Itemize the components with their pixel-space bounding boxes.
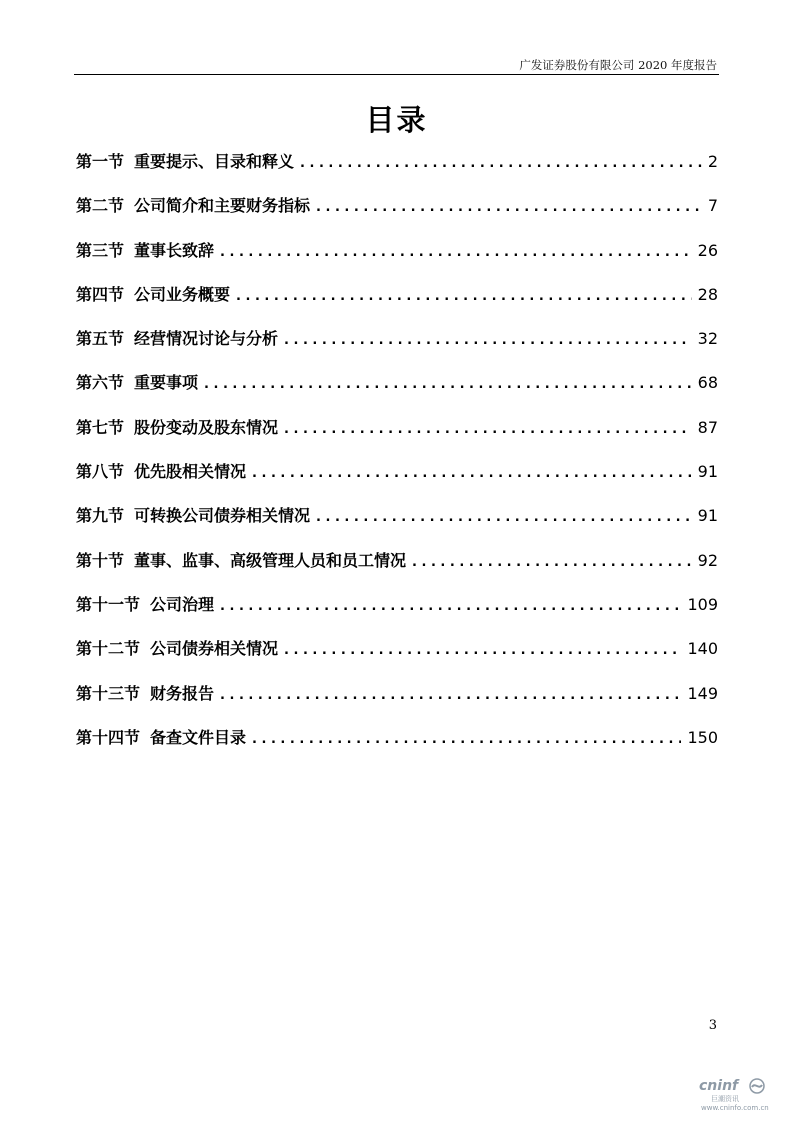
toc-list bbox=[76, 146, 718, 766]
toc-page-number: 91 bbox=[697, 462, 718, 482]
toc-title: 目录 bbox=[365, 103, 428, 137]
toc-page-number: 91 bbox=[697, 506, 718, 526]
toc-heading: 重要提示、目录和释义 bbox=[134, 152, 295, 171]
toc-page-number: 150 bbox=[687, 727, 718, 747]
toc-entry[interactable] bbox=[76, 412, 718, 456]
toc-leader bbox=[412, 547, 692, 578]
toc-leader bbox=[204, 369, 692, 400]
toc-leader bbox=[300, 148, 702, 179]
toc-page-number: 109 bbox=[687, 594, 718, 614]
toc-page-number: 32 bbox=[697, 329, 718, 349]
toc-heading: 公司简介和主要财务指标 bbox=[134, 196, 311, 216]
running-header: 广发证券股份有限公司 2020 年度报告 bbox=[519, 58, 717, 72]
toc-entry[interactable] bbox=[76, 500, 718, 544]
toc-page-number: 2 bbox=[707, 152, 718, 171]
toc-heading: 股份变动及股东情况 bbox=[134, 417, 279, 437]
toc-leader bbox=[284, 325, 692, 356]
toc-entry[interactable] bbox=[76, 722, 718, 766]
toc-chapter: 第九节 bbox=[76, 506, 125, 526]
toc-heading: 董事、监事、高级管理人员和员工情况 bbox=[134, 550, 407, 570]
toc-leader bbox=[220, 591, 681, 622]
toc-page-number: 26 bbox=[697, 240, 718, 260]
watermark-url: www.cninfo.com.cn bbox=[701, 1104, 769, 1112]
toc-heading: 公司业务概要 bbox=[134, 284, 231, 304]
toc-heading: 备查文件目录 bbox=[150, 727, 247, 747]
toc-leader bbox=[252, 458, 692, 489]
page-number: 3 bbox=[708, 1018, 717, 1033]
toc-page-number: 7 bbox=[707, 196, 718, 216]
toc-entry[interactable] bbox=[76, 545, 718, 589]
header-rule bbox=[74, 74, 719, 75]
toc-page-number: 87 bbox=[697, 417, 718, 437]
cninfo-swirl-icon bbox=[749, 1078, 765, 1094]
toc-chapter: 第七节 bbox=[76, 417, 125, 437]
toc-leader bbox=[284, 414, 692, 445]
toc-chapter: 第二节 bbox=[76, 196, 125, 216]
toc-heading: 重要事项 bbox=[134, 373, 199, 393]
toc-page-number: 68 bbox=[697, 373, 718, 393]
toc-leader bbox=[316, 192, 702, 223]
toc-entry[interactable] bbox=[76, 367, 718, 411]
toc-leader bbox=[236, 281, 692, 312]
toc-entry[interactable] bbox=[76, 678, 718, 722]
toc-heading: 董事长致辞 bbox=[134, 240, 215, 260]
toc-page-number: 92 bbox=[697, 550, 718, 570]
toc-entry[interactable] bbox=[76, 456, 718, 500]
toc-chapter: 第六节 bbox=[76, 373, 125, 393]
toc-heading: 经营情况讨论与分析 bbox=[134, 329, 279, 349]
toc-heading: 可转换公司债券相关情况 bbox=[134, 506, 311, 526]
toc-leader bbox=[316, 502, 692, 533]
watermark-logo-text: cninf bbox=[699, 1078, 739, 1094]
toc-entry[interactable] bbox=[76, 323, 718, 367]
toc-leader bbox=[220, 680, 681, 711]
toc-entry[interactable] bbox=[76, 190, 718, 234]
watermark-subtitle: 巨潮资讯 bbox=[711, 1095, 739, 1103]
watermark-logo bbox=[699, 1078, 765, 1094]
toc-leader bbox=[220, 237, 692, 268]
toc-chapter: 第十三节 bbox=[76, 683, 141, 703]
toc-entry[interactable] bbox=[76, 589, 718, 633]
toc-chapter: 第一节 bbox=[76, 152, 125, 171]
toc-chapter: 第八节 bbox=[76, 462, 125, 482]
toc-chapter: 第十节 bbox=[76, 550, 125, 570]
toc-chapter: 第十四节 bbox=[76, 727, 141, 747]
toc-entry[interactable] bbox=[76, 235, 718, 279]
toc-heading: 优先股相关情况 bbox=[134, 462, 247, 482]
toc-chapter: 第十一节 bbox=[76, 594, 141, 614]
toc-entry[interactable] bbox=[76, 279, 718, 323]
toc-leader bbox=[252, 724, 681, 755]
toc-heading: 公司治理 bbox=[150, 594, 215, 614]
toc-entry[interactable] bbox=[76, 146, 718, 190]
toc-chapter: 第十二节 bbox=[76, 639, 141, 659]
toc-page-number: 149 bbox=[687, 683, 718, 703]
toc-entry[interactable] bbox=[76, 633, 718, 677]
toc-heading: 财务报告 bbox=[150, 683, 215, 703]
toc-heading: 公司债券相关情况 bbox=[150, 639, 279, 659]
toc-chapter: 第三节 bbox=[76, 240, 125, 260]
toc-page-number: 140 bbox=[687, 639, 718, 659]
toc-chapter: 第五节 bbox=[76, 329, 125, 349]
toc-page-number: 28 bbox=[697, 284, 718, 304]
toc-leader bbox=[284, 635, 681, 666]
toc-chapter: 第四节 bbox=[76, 284, 125, 304]
cninfo-watermark bbox=[699, 1078, 769, 1114]
